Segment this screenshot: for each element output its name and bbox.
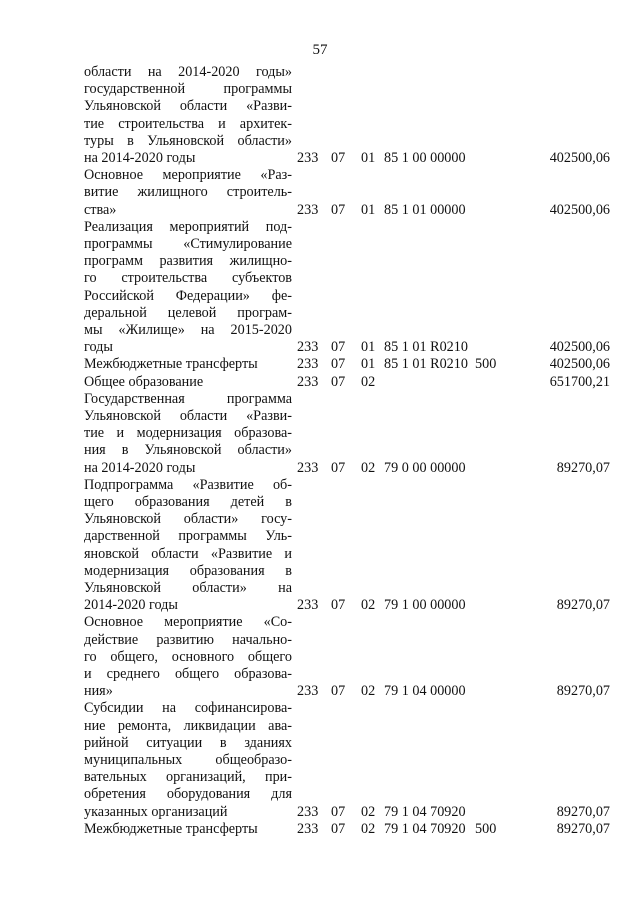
row-description: [84, 614, 292, 700]
description-line: Субсидии на софинансирова-: [84, 700, 292, 717]
description-line: обретения оборудования для: [84, 786, 292, 803]
admin-code: 233: [297, 459, 319, 476]
row-description: [84, 477, 292, 615]
row-description: [84, 64, 292, 167]
admin-code: 233: [297, 683, 319, 700]
admin-code: 233: [297, 201, 319, 218]
section-code: 07: [331, 150, 346, 166]
row-description: [84, 219, 292, 357]
description-line: Ульяновской области» на: [84, 580, 292, 597]
subsection-code: 02: [361, 820, 376, 837]
target-article-code: 79 1 04 70920: [384, 820, 466, 837]
description-line: Основное мероприятие «Со-: [84, 614, 292, 631]
description-line: Ульяновской области «Разви-: [84, 408, 292, 424]
description-line: ства»: [84, 201, 117, 218]
description-line: указанных организаций: [84, 803, 228, 820]
target-article-code: 79 0 00 00000: [384, 459, 466, 476]
amount: 402500,06: [549, 201, 610, 218]
section-code: 07: [331, 803, 346, 820]
description-line: 2014-2020 годы: [84, 597, 178, 614]
row-description: [84, 374, 292, 391]
section-code: 07: [331, 597, 346, 614]
description-line: ния»: [84, 683, 113, 700]
description-line: программ развития жилищно-: [84, 253, 292, 270]
description-line: вательных организаций, при-: [84, 769, 292, 786]
amount: 89270,07: [556, 459, 610, 476]
amount: 402500,06: [549, 356, 610, 373]
section-code: 07: [331, 683, 346, 700]
description-line: витие жилищного строитель-: [84, 184, 292, 201]
description-line: Основное мероприятие «Раз-: [84, 167, 292, 184]
description-line: на 2014-2020 годы: [84, 459, 196, 476]
subsection-code: 01: [361, 150, 376, 166]
description-line: модернизация образования в: [84, 562, 292, 579]
description-line: на 2014-2020 годы: [84, 150, 196, 167]
section-code: 07: [331, 339, 346, 356]
description-line: Государственная программа: [84, 390, 292, 407]
description-line: Межбюджетные трансферты: [84, 356, 258, 373]
description-line: тие и модернизация образова-: [84, 425, 292, 442]
target-article-code: 79 1 04 00000: [384, 683, 466, 700]
description-line: дарственной программы Уль-: [84, 528, 292, 545]
description-line: рийной ситуации в зданиях: [84, 734, 292, 751]
subsection-code: 02: [361, 597, 376, 614]
admin-code: 233: [297, 820, 319, 837]
subsection-code: 01: [361, 339, 376, 356]
description-line: го общего, основного общего: [84, 648, 292, 665]
target-article-code: 85 1 01 R0210: [384, 339, 468, 356]
description-line: годы: [84, 339, 113, 356]
target-article-code: 79 1 00 00000: [384, 597, 466, 614]
amount: 89270,07: [556, 683, 610, 700]
subsection-code: 01: [361, 201, 376, 218]
description-line: Ульяновской области» госу-: [84, 511, 292, 528]
target-article-code: 85 1 01 R0210: [384, 356, 468, 373]
description-line: ния в Ульяновской области»: [84, 442, 292, 459]
section-code: 07: [331, 459, 346, 476]
row-description: [84, 821, 292, 838]
description-line: и среднего общего образова-: [84, 666, 292, 682]
page-number: 57: [312, 42, 328, 58]
description-line: Общее образование: [84, 373, 204, 390]
admin-code: 233: [297, 339, 319, 356]
description-line: туры в Ульяновской области»: [84, 132, 292, 149]
section-code: 07: [331, 373, 346, 390]
row-description: [84, 356, 292, 373]
admin-code: 233: [297, 597, 319, 614]
expense-type-code: 500: [475, 820, 497, 837]
description-line: щего образования детей в: [84, 494, 292, 510]
admin-code: 233: [297, 356, 319, 373]
target-article-code: 79 1 04 70920: [384, 803, 466, 820]
description-line: государственной программы: [84, 81, 292, 98]
admin-code: 233: [297, 373, 319, 390]
expense-type-code: 500: [475, 356, 497, 373]
amount: 402500,06: [549, 150, 610, 166]
subsection-code: 02: [361, 459, 376, 476]
subsection-code: 02: [361, 683, 376, 700]
subsection-code: 02: [361, 373, 376, 390]
subsection-code: 02: [361, 803, 376, 820]
description-line: го строительства субъектов: [84, 270, 292, 287]
amount: 89270,07: [556, 820, 610, 837]
subsection-code: 01: [361, 356, 376, 373]
amount: 651700,21: [549, 373, 610, 390]
description-line: ние ремонта, ликвидации ава-: [84, 717, 292, 734]
description-line: действие развитию начально-: [84, 631, 292, 648]
amount: 89270,07: [556, 597, 610, 614]
description-line: Российской Федерации» фе-: [84, 287, 292, 304]
description-line: тие строительства и архитек-: [84, 115, 292, 132]
row-description: [84, 391, 292, 477]
description-line: мы «Жилище» на 2015-2020: [84, 322, 292, 339]
amount: 402500,06: [549, 339, 610, 356]
admin-code: 233: [297, 150, 319, 166]
row-description: [84, 700, 292, 820]
target-article-code: 85 1 01 00000: [384, 201, 466, 218]
description-line: Подпрограмма «Развитие об-: [84, 476, 292, 493]
description-line: Ульяновской области «Разви-: [84, 98, 292, 115]
admin-code: 233: [297, 803, 319, 820]
target-article-code: 85 1 00 00000: [384, 150, 466, 166]
description-line: Реализация мероприятий под-: [84, 218, 292, 235]
description-line: области на 2014-2020 годы»: [84, 64, 292, 80]
description-line: муниципальных общеобразо-: [84, 752, 292, 768]
section-code: 07: [331, 820, 346, 837]
description-line: Межбюджетные трансферты: [84, 820, 258, 837]
description-line: яновской области «Развитие и: [84, 545, 292, 562]
section-code: 07: [331, 356, 346, 373]
row-description: [84, 167, 292, 219]
description-line: деральной целевой програм-: [84, 304, 292, 321]
description-line: программы «Стимулирование: [84, 236, 292, 252]
section-code: 07: [331, 201, 346, 218]
amount: 89270,07: [556, 803, 610, 820]
